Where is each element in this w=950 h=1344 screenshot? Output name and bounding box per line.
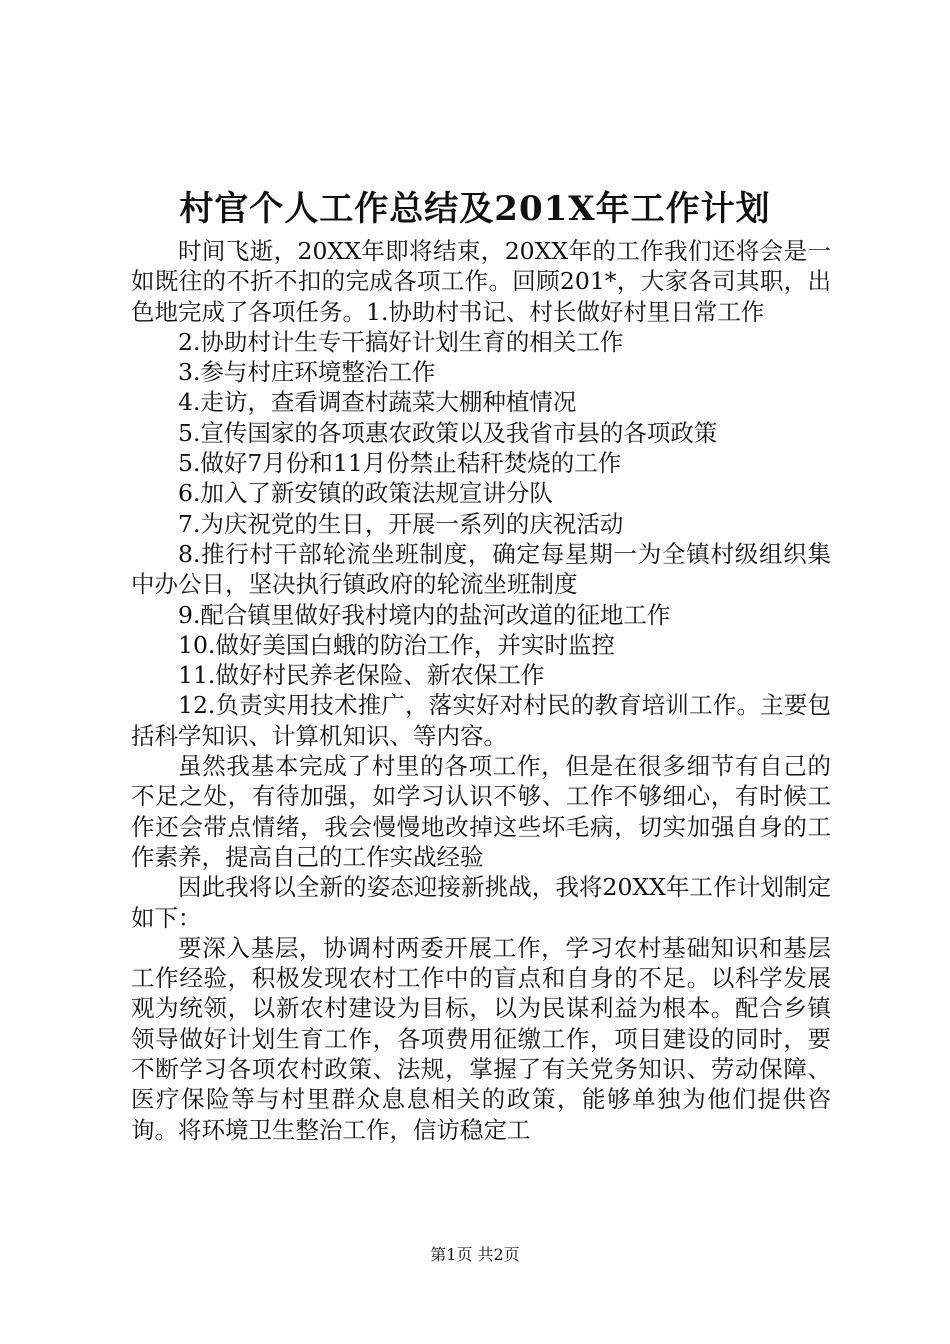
paragraph: 11.做好村民养老保险、新农保工作 bbox=[178, 661, 545, 690]
paragraph: 6.加入了新安镇的政策法规宣讲分队 bbox=[178, 479, 553, 508]
paragraph: 5.宣传国家的各项惠农政策以及我省市县的各项政策 bbox=[178, 418, 718, 447]
document-title: 村官个人工作总结及201X年工作计划 bbox=[179, 189, 771, 229]
paragraph: 因此我将以全新的姿态迎接新挑战，我将20XX年工作计划制定如下： bbox=[131, 873, 831, 932]
paragraph: 虽然我基本完成了村里的各项工作，但是在很多细节有自己的不足之处，有待加强，如学习认识不够、工作不够细心，有时候工作还会带点情绪，我会慢慢地改掉这些坏毛病，切实加强自身的工作素养，提高自己的工作实战经验 bbox=[131, 752, 831, 871]
paragraph: 5.做好7月份和11月份禁止秸秆焚烧的工作 bbox=[178, 449, 622, 478]
paragraph: 12.负责实用技术推广，落实好对村民的教育培训工作。主要包括科学知识、计算机知识、等内容。 bbox=[131, 691, 831, 750]
paragraph: 10.做好美国白蛾的防治工作，并实时监控 bbox=[178, 630, 615, 659]
paragraph: 3.参与村庄环境整治工作 bbox=[178, 358, 436, 387]
paragraph: 时间飞逝，20XX年即将结束，20XX年的工作我们还将会是一如既往的不折不扣的完成各项工作。回顾201*，大家各司其职，出色地完成了各项任务。1.协助村书记、村长做好村里日常工作 bbox=[131, 237, 831, 326]
paragraph: 2.协助村计生专干搞好计划生育的相关工作 bbox=[178, 327, 624, 356]
paragraph: 8.推行村干部轮流坐班制度，确定每星期一为全镇村级组织集中办公日，坚决执行镇政府的轮流坐班制度 bbox=[131, 539, 831, 599]
paragraph: 7.为庆祝党的生日，开展一系列的庆祝活动 bbox=[178, 509, 624, 538]
document-body bbox=[131, 236, 831, 1145]
paragraph: 4.走访，查看调查村蔬菜大棚种植情况 bbox=[178, 388, 577, 417]
page-footer: 第1页 共2页 bbox=[430, 1245, 520, 1264]
paragraph: 9.配合镇里做好我村境内的盐河改道的征地工作 bbox=[178, 600, 671, 629]
paragraph: 要深入基层，协调村两委开展工作，学习农村基础知识和基层工作经验，积极发现农村工作中的盲点和自身的不足。以科学发展观为统领，以新农村建设为目标，以为民谋利益为根本。配合乡镇领导做好计划生育工作，各项费用征缴工作，项目建设的同时，要不断学习各项农村政策、法规，掌握了有关党务知识、劳动保障、医疗保险等与村里群众息息相关的政策，能够单独为他们提供咨询。将环境卫生整治工作，信访稳定工 bbox=[131, 933, 831, 1144]
